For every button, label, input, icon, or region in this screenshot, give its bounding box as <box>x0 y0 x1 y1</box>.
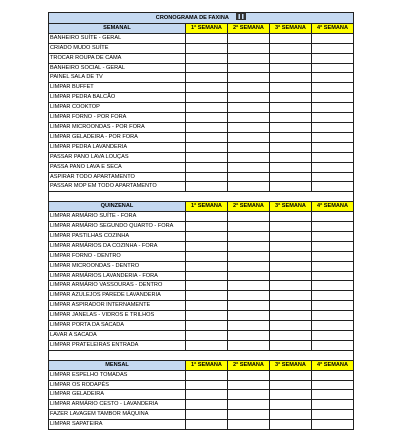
week-check-cell[interactable] <box>270 321 312 331</box>
task-row <box>49 142 354 152</box>
task-name: PASSA PANO LAVA E SECA <box>49 162 186 172</box>
task-name: LIMPAR PASTILHAS COZINHA <box>49 231 186 241</box>
week-check-cell[interactable] <box>270 400 312 410</box>
week-check-cell[interactable] <box>186 281 228 291</box>
week-check-cell[interactable] <box>270 291 312 301</box>
week-check-cell[interactable] <box>312 43 354 53</box>
week-check-cell[interactable] <box>186 103 228 113</box>
week-header: 4ª SEMANA <box>312 202 354 212</box>
week-check-cell[interactable] <box>186 231 228 241</box>
week-check-cell[interactable] <box>270 222 312 232</box>
week-header: 1ª SEMANA <box>186 360 228 370</box>
week-check-cell[interactable] <box>228 73 270 83</box>
task-row <box>49 113 354 123</box>
week-check-cell[interactable] <box>186 43 228 53</box>
section-header-row <box>49 202 354 212</box>
task-name: LIMPAR PRATELEIRAS ENTRADA <box>49 340 186 350</box>
task-row <box>49 73 354 83</box>
task-name: PASSAR PANO LAVA LOUÇAS <box>49 152 186 162</box>
week-check-cell[interactable] <box>186 113 228 123</box>
task-row <box>49 162 354 172</box>
week-header: 4ª SEMANA <box>312 360 354 370</box>
week-check-cell[interactable] <box>228 212 270 222</box>
task-row <box>49 241 354 251</box>
task-name: LIMPAR ASPIRADOR INTERNAMENTE <box>49 301 186 311</box>
week-check-cell[interactable] <box>312 420 354 430</box>
week-check-cell[interactable] <box>270 410 312 420</box>
week-check-cell[interactable] <box>228 420 270 430</box>
week-check-cell[interactable] <box>228 162 270 172</box>
week-check-cell[interactable] <box>312 231 354 241</box>
section-name: QUINZENAL <box>49 202 186 212</box>
week-check-cell[interactable] <box>228 340 270 350</box>
week-check-cell[interactable] <box>186 311 228 321</box>
week-check-cell[interactable] <box>228 251 270 261</box>
week-check-cell[interactable] <box>312 330 354 340</box>
week-check-cell[interactable] <box>270 73 312 83</box>
week-check-cell[interactable] <box>312 410 354 420</box>
spacer-cell <box>49 192 354 202</box>
week-check-cell[interactable] <box>186 122 228 132</box>
task-row <box>49 321 354 331</box>
week-check-cell[interactable] <box>270 182 312 192</box>
section-header-row <box>49 23 354 33</box>
task-name: LIMPAR JANELAS - VIDROS E TRILHOS <box>49 311 186 321</box>
week-check-cell[interactable] <box>270 251 312 261</box>
task-name: LAVAR A SACADA <box>49 330 186 340</box>
task-name: LIMPAR AZULEJOS PAREDE LAVANDERIA <box>49 291 186 301</box>
task-name: LIMPAR ARMÁRIO VASSOURAS - DENTRO <box>49 281 186 291</box>
task-row <box>49 261 354 271</box>
week-check-cell[interactable] <box>312 380 354 390</box>
week-check-cell[interactable] <box>186 172 228 182</box>
week-check-cell[interactable] <box>186 182 228 192</box>
week-header: 3ª SEMANA <box>270 202 312 212</box>
task-name: LIMPAR PEDRA LAVANDERIA <box>49 142 186 152</box>
week-check-cell[interactable] <box>228 261 270 271</box>
task-row <box>49 251 354 261</box>
week-check-cell[interactable] <box>270 281 312 291</box>
week-check-cell[interactable] <box>186 132 228 142</box>
task-row <box>49 370 354 380</box>
task-row <box>49 281 354 291</box>
week-check-cell[interactable] <box>186 152 228 162</box>
week-check-cell[interactable] <box>312 142 354 152</box>
week-check-cell[interactable] <box>228 311 270 321</box>
week-check-cell[interactable] <box>270 301 312 311</box>
week-check-cell[interactable] <box>312 93 354 103</box>
week-check-cell[interactable] <box>186 271 228 281</box>
week-check-cell[interactable] <box>312 212 354 222</box>
week-check-cell[interactable] <box>312 122 354 132</box>
week-header: 2ª SEMANA <box>228 360 270 370</box>
task-name: LIMPAR PEDRA BALCÃO <box>49 93 186 103</box>
week-check-cell[interactable] <box>186 420 228 430</box>
week-check-cell[interactable] <box>186 73 228 83</box>
task-row <box>49 152 354 162</box>
week-check-cell[interactable] <box>228 43 270 53</box>
section-name: SEMANAL <box>49 23 186 33</box>
task-row <box>49 222 354 232</box>
week-check-cell[interactable] <box>312 152 354 162</box>
week-check-cell[interactable] <box>270 142 312 152</box>
week-check-cell[interactable] <box>312 311 354 321</box>
week-check-cell[interactable] <box>270 122 312 132</box>
task-name: LIMPAR ESPELHO TOMADAS <box>49 370 186 380</box>
week-header: 2ª SEMANA <box>228 202 270 212</box>
week-check-cell[interactable] <box>270 231 312 241</box>
task-name: LIMPAR ARMÁRIOS LAVANDERIA - FORA <box>49 271 186 281</box>
task-name: FAZER LAVAGEM TAMBOR MÁQUINA <box>49 410 186 420</box>
week-check-cell[interactable] <box>270 113 312 123</box>
task-row <box>49 301 354 311</box>
task-row <box>49 212 354 222</box>
section-header-row <box>49 360 354 370</box>
task-row <box>49 271 354 281</box>
task-row <box>49 330 354 340</box>
week-check-cell[interactable] <box>228 410 270 420</box>
week-check-cell[interactable] <box>312 53 354 63</box>
week-check-cell[interactable] <box>228 301 270 311</box>
task-name: ASPIRAR TODO APARTAMENTO <box>49 172 186 182</box>
week-check-cell[interactable] <box>270 63 312 73</box>
task-name: LIMPAR GELADEIRA - POR FORA <box>49 132 186 142</box>
week-check-cell[interactable] <box>228 103 270 113</box>
week-check-cell[interactable] <box>312 83 354 93</box>
task-name: PAINEL SALA DE TV <box>49 73 186 83</box>
week-check-cell[interactable] <box>270 271 312 281</box>
week-check-cell[interactable] <box>228 370 270 380</box>
week-check-cell[interactable] <box>270 420 312 430</box>
week-check-cell[interactable] <box>270 370 312 380</box>
week-check-cell[interactable] <box>312 400 354 410</box>
week-check-cell[interactable] <box>312 390 354 400</box>
task-row <box>49 103 354 113</box>
week-check-cell[interactable] <box>228 281 270 291</box>
week-check-cell[interactable] <box>186 162 228 172</box>
task-name: LIMPAR ARMÁRIO SUÍTE - FORA <box>49 212 186 222</box>
task-name: BANHEIRO SOCIAL - GERAL <box>49 63 186 73</box>
week-check-cell[interactable] <box>228 182 270 192</box>
week-check-cell[interactable] <box>228 83 270 93</box>
task-name: LIMPAR MICROONDAS - DENTRO <box>49 261 186 271</box>
task-row <box>49 291 354 301</box>
week-check-cell[interactable] <box>312 241 354 251</box>
week-check-cell[interactable] <box>186 370 228 380</box>
week-check-cell[interactable] <box>186 83 228 93</box>
task-name: LIMPAR MICROONDAS - POR FORA <box>49 122 186 132</box>
week-check-cell[interactable] <box>312 63 354 73</box>
week-check-cell[interactable] <box>270 33 312 43</box>
week-check-cell[interactable] <box>186 400 228 410</box>
title-row <box>49 13 354 24</box>
cleaning-schedule-table <box>48 12 354 430</box>
task-row <box>49 43 354 53</box>
week-check-cell[interactable] <box>186 63 228 73</box>
week-check-cell[interactable] <box>270 103 312 113</box>
task-name: PASSAR MOP EM TODO APARTAMENTO <box>49 182 186 192</box>
week-check-cell[interactable] <box>270 53 312 63</box>
week-check-cell[interactable] <box>270 380 312 390</box>
week-check-cell[interactable] <box>228 241 270 251</box>
task-name: LIMPAR OS RODAPÉS <box>49 380 186 390</box>
week-check-cell[interactable] <box>270 212 312 222</box>
week-check-cell[interactable] <box>312 73 354 83</box>
week-check-cell[interactable] <box>312 340 354 350</box>
week-header: 3ª SEMANA <box>270 360 312 370</box>
task-row <box>49 400 354 410</box>
task-row <box>49 410 354 420</box>
table-body <box>49 13 354 430</box>
week-check-cell[interactable] <box>312 222 354 232</box>
week-check-cell[interactable] <box>312 301 354 311</box>
week-check-cell[interactable] <box>186 142 228 152</box>
week-check-cell[interactable] <box>312 251 354 261</box>
week-header: 4ª SEMANA <box>312 23 354 33</box>
week-check-cell[interactable] <box>228 113 270 123</box>
task-name: LIMPAR BUFFET <box>49 83 186 93</box>
week-check-cell[interactable] <box>228 321 270 331</box>
week-check-cell[interactable] <box>228 172 270 182</box>
week-check-cell[interactable] <box>228 33 270 43</box>
section-name: MENSAL <box>49 360 186 370</box>
task-name: LIMPAR COOKTOP <box>49 103 186 113</box>
week-check-cell[interactable] <box>228 271 270 281</box>
week-check-cell[interactable] <box>186 330 228 340</box>
task-row <box>49 390 354 400</box>
week-check-cell[interactable] <box>270 162 312 172</box>
week-check-cell[interactable] <box>270 340 312 350</box>
week-check-cell[interactable] <box>270 152 312 162</box>
task-row <box>49 172 354 182</box>
section-spacer <box>49 192 354 202</box>
week-check-cell[interactable] <box>186 93 228 103</box>
week-check-cell[interactable] <box>186 410 228 420</box>
week-check-cell[interactable] <box>312 261 354 271</box>
task-row <box>49 380 354 390</box>
week-check-cell[interactable] <box>186 212 228 222</box>
week-check-cell[interactable] <box>312 103 354 113</box>
week-check-cell[interactable] <box>270 311 312 321</box>
week-check-cell[interactable] <box>270 172 312 182</box>
week-check-cell[interactable] <box>312 271 354 281</box>
week-check-cell[interactable] <box>228 122 270 132</box>
week-check-cell[interactable] <box>270 43 312 53</box>
week-check-cell[interactable] <box>228 291 270 301</box>
week-check-cell[interactable] <box>312 321 354 331</box>
week-check-cell[interactable] <box>228 63 270 73</box>
week-header: 2ª SEMANA <box>228 23 270 33</box>
week-check-cell[interactable] <box>186 321 228 331</box>
schedule-title: CRONOGRAMA DE FAXINA <box>155 15 229 21</box>
week-check-cell[interactable] <box>312 281 354 291</box>
task-name: LIMPAR PORTA DA SACADA <box>49 321 186 331</box>
week-check-cell[interactable] <box>186 251 228 261</box>
task-name: LIMPAR GELADEIRA <box>49 390 186 400</box>
week-check-cell[interactable] <box>228 231 270 241</box>
week-check-cell[interactable] <box>312 132 354 142</box>
week-check-cell[interactable] <box>312 172 354 182</box>
task-name: LIMPAR FORNO - POR FORA <box>49 113 186 123</box>
week-check-cell[interactable] <box>228 380 270 390</box>
week-check-cell[interactable] <box>186 390 228 400</box>
week-check-cell[interactable] <box>186 53 228 63</box>
week-check-cell[interactable] <box>186 261 228 271</box>
logo-icon <box>236 13 246 20</box>
week-check-cell[interactable] <box>312 370 354 380</box>
week-check-cell[interactable] <box>228 222 270 232</box>
week-check-cell[interactable] <box>270 83 312 93</box>
week-check-cell[interactable] <box>312 113 354 123</box>
week-header: 1ª SEMANA <box>186 23 228 33</box>
week-check-cell[interactable] <box>312 291 354 301</box>
week-header: 3ª SEMANA <box>270 23 312 33</box>
task-row <box>49 231 354 241</box>
task-row <box>49 311 354 321</box>
task-name: LIMPAR ARMÁRIO SEGUNDO QUARTO - FORA <box>49 222 186 232</box>
task-name: LIMPAR ARMÁRIO CESTO - LAVANDERIA <box>49 400 186 410</box>
week-check-cell[interactable] <box>270 261 312 271</box>
task-name: LIMPAR ARMÁRIOS DA COZINHA - FORA <box>49 241 186 251</box>
task-row <box>49 122 354 132</box>
task-row <box>49 63 354 73</box>
week-check-cell[interactable] <box>228 142 270 152</box>
task-name: CRIADO MUDO SUÍTE <box>49 43 186 53</box>
task-row <box>49 33 354 43</box>
week-header: 1ª SEMANA <box>186 202 228 212</box>
week-check-cell[interactable] <box>228 132 270 142</box>
task-row <box>49 132 354 142</box>
week-check-cell[interactable] <box>270 132 312 142</box>
week-check-cell[interactable] <box>228 390 270 400</box>
week-check-cell[interactable] <box>312 162 354 172</box>
task-name: BANHEIRO SUÍTE - GERAL <box>49 33 186 43</box>
task-row <box>49 83 354 93</box>
task-row <box>49 340 354 350</box>
section-spacer <box>49 350 354 360</box>
spacer-cell <box>49 350 354 360</box>
week-check-cell[interactable] <box>228 400 270 410</box>
week-check-cell[interactable] <box>228 152 270 162</box>
week-check-cell[interactable] <box>228 53 270 63</box>
task-row <box>49 93 354 103</box>
task-row <box>49 182 354 192</box>
week-check-cell[interactable] <box>312 33 354 43</box>
week-check-cell[interactable] <box>186 301 228 311</box>
week-check-cell[interactable] <box>186 241 228 251</box>
week-check-cell[interactable] <box>186 222 228 232</box>
week-check-cell[interactable] <box>270 390 312 400</box>
week-check-cell[interactable] <box>186 33 228 43</box>
week-check-cell[interactable] <box>186 380 228 390</box>
week-check-cell[interactable] <box>312 182 354 192</box>
week-check-cell[interactable] <box>270 241 312 251</box>
week-check-cell[interactable] <box>186 291 228 301</box>
task-name: LIMPAR SAPATEIRA <box>49 420 186 430</box>
task-name: TROCAR ROUPA DE CAMA <box>49 53 186 63</box>
week-check-cell[interactable] <box>186 340 228 350</box>
week-check-cell[interactable] <box>270 330 312 340</box>
task-row <box>49 420 354 430</box>
title-cell <box>49 13 354 24</box>
task-row <box>49 53 354 63</box>
week-check-cell[interactable] <box>228 93 270 103</box>
task-name: LIMPAR FORNO - DENTRO <box>49 251 186 261</box>
week-check-cell[interactable] <box>228 330 270 340</box>
week-check-cell[interactable] <box>270 93 312 103</box>
